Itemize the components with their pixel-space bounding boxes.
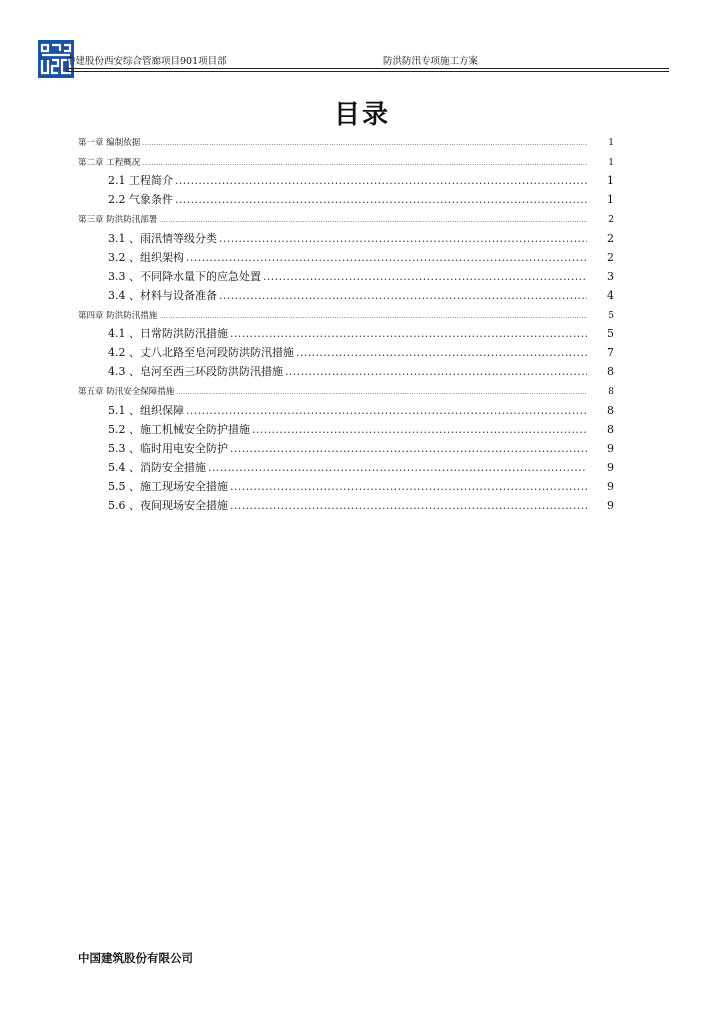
page-title: 目录 — [333, 100, 390, 130]
toc-dot-leader — [176, 387, 587, 397]
toc-dot-leader — [230, 499, 587, 512]
toc-entry-label: 3.3 、不同降水量下的应急处置 — [108, 269, 261, 283]
toc-dot-leader — [208, 461, 587, 474]
toc-section-entry[interactable] — [78, 284, 614, 303]
toc-entry-label: 3.4 、材料与设备准备 — [108, 288, 217, 302]
toc-page-number: 7 — [607, 346, 614, 359]
toc-chapter-entry[interactable] — [78, 150, 614, 170]
header-document-title: 防洪防汛专项施工方案 — [383, 56, 479, 67]
toc-page-number: 5 — [608, 310, 614, 321]
toc-chapter-entry[interactable] — [78, 130, 614, 150]
toc-dot-leader — [219, 232, 587, 245]
toc-entry-label: 2.1 工程简介 — [108, 174, 173, 187]
toc-dot-leader — [175, 174, 587, 187]
toc-dot-leader — [285, 365, 587, 378]
toc-dot-leader — [219, 289, 587, 302]
toc-entry-label: 3.2 、组织架构 — [108, 250, 184, 264]
toc-entry-label: 第五章 防汛安全保障措施 — [78, 387, 175, 397]
toc-entry-label: 4.1 、日常防洪防汛措施 — [108, 327, 228, 340]
toc-entry-label: 5.4 、消防安全措施 — [108, 460, 206, 474]
toc-dot-leader — [186, 251, 587, 264]
toc-chapter-entry[interactable] — [78, 207, 614, 227]
toc-page-number: 9 — [607, 441, 614, 455]
toc-dot-leader — [142, 138, 587, 148]
page-header — [38, 40, 668, 80]
toc-page-number: 1 — [608, 157, 614, 168]
toc-chapter-entry[interactable] — [78, 379, 614, 399]
toc-entry-label: 5.6 、夜间现场安全措施 — [108, 498, 228, 512]
toc-section-entry[interactable] — [78, 360, 614, 379]
toc-section-entry[interactable] — [78, 475, 614, 494]
toc-dot-leader — [159, 215, 587, 225]
toc-dot-leader — [263, 270, 587, 283]
toc-section-entry[interactable] — [78, 265, 614, 284]
toc-dot-leader — [230, 327, 587, 340]
header-rule-thick — [66, 68, 669, 69]
toc-dot-leader — [175, 193, 587, 206]
toc-dot-leader — [142, 158, 587, 168]
toc-entry-label: 4.2 、丈八北路至皂河段防洪防汛措施 — [108, 346, 294, 359]
toc-section-entry[interactable] — [78, 437, 614, 456]
toc-page-number: 1 — [607, 193, 614, 206]
toc-dot-leader — [230, 442, 587, 455]
toc-section-entry[interactable] — [78, 494, 614, 513]
header-rule-thin — [66, 71, 669, 72]
toc-entry-label: 2.2 气象条件 — [108, 193, 173, 206]
toc-page-number: 9 — [607, 498, 614, 512]
toc-page-number: 1 — [607, 174, 614, 187]
toc-dot-leader — [159, 311, 587, 321]
toc-dot-leader — [252, 423, 587, 436]
toc-page-number: 2 — [607, 250, 614, 264]
toc-page-number: 1 — [608, 138, 614, 148]
toc-dot-leader — [296, 346, 587, 359]
toc-page-number: 3 — [607, 269, 614, 283]
toc-page-number: 2 — [608, 215, 614, 225]
toc-page-number: 8 — [607, 422, 614, 436]
toc-section-entry[interactable] — [78, 188, 614, 207]
toc-page-number: 4 — [607, 288, 614, 302]
toc-entry-label: 4.3 、皂河至西三环段防洪防汛措施 — [108, 365, 283, 378]
toc-section-entry[interactable] — [78, 341, 614, 360]
toc-entry-label: 3.1 、雨汛情等级分类 — [108, 231, 217, 245]
toc-section-entry[interactable] — [78, 169, 614, 188]
table-of-contents — [78, 130, 614, 513]
toc-section-entry[interactable] — [78, 322, 614, 341]
toc-page-number: 9 — [607, 460, 614, 474]
toc-page-number: 8 — [607, 365, 614, 378]
toc-entry-label: 第一章 编制依据 — [78, 138, 141, 148]
toc-entry-label: 5.1 、组织保障 — [108, 403, 184, 417]
toc-dot-leader — [186, 404, 587, 417]
toc-page-number: 8 — [608, 387, 614, 397]
toc-entry-label: 第四章 防洪防汛措施 — [78, 310, 158, 321]
toc-page-number: 9 — [607, 479, 614, 493]
toc-page-number: 5 — [607, 327, 614, 340]
toc-section-entry[interactable] — [78, 399, 614, 418]
company-footer: 中国建筑股份有限公司 — [78, 951, 193, 965]
toc-section-entry[interactable] — [78, 418, 614, 437]
toc-chapter-entry[interactable] — [78, 303, 614, 323]
toc-entry-label: 第二章 工程概况 — [78, 157, 141, 168]
toc-page-number: 2 — [607, 231, 614, 245]
toc-section-entry[interactable] — [78, 227, 614, 246]
toc-dot-leader — [230, 480, 587, 493]
toc-section-entry[interactable] — [78, 246, 614, 265]
toc-entry-label: 5.2 、施工机械安全防护措施 — [108, 422, 250, 436]
toc-entry-label: 5.5 、施工现场安全措施 — [108, 479, 228, 493]
header-project-name: 中建股份西安综合管廊项目901项目部 — [66, 56, 227, 67]
toc-section-entry[interactable] — [78, 456, 614, 475]
toc-page-number: 8 — [607, 403, 614, 417]
toc-entry-label: 5.3 、临时用电安全防护 — [108, 441, 228, 455]
toc-entry-label: 第三章 防洪防汛部署 — [78, 215, 158, 225]
